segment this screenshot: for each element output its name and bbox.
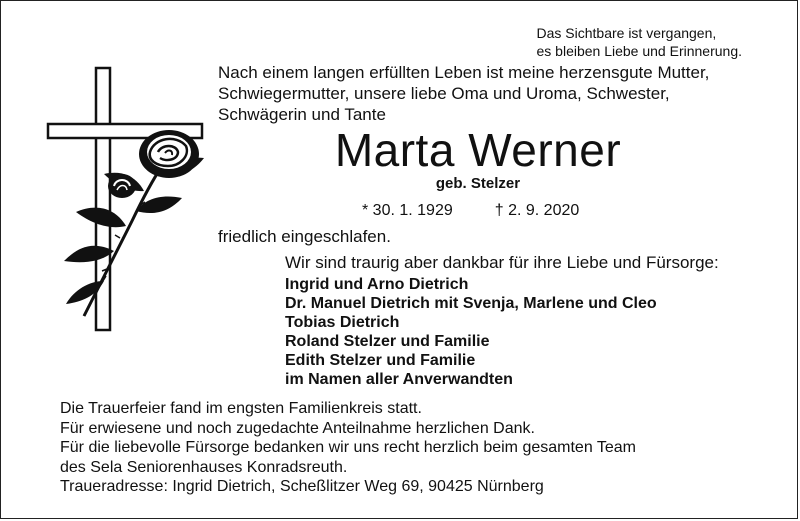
birth-date: * 30. 1. 1929 [362, 202, 453, 219]
footer-line: Traueradresse: Ingrid Dietrich, Scheßlitzer Weg 69, 90425 Nürnberg [60, 478, 544, 495]
intro-line: Schwiegermutter, unsere liebe Oma und Uroma, Schwester, [218, 84, 670, 103]
passed-text: friedlich eingeschlafen. [218, 227, 391, 246]
list-item: Ingrid und Arno Dietrich [285, 276, 469, 293]
list-item: Edith Stelzer und Familie [285, 352, 476, 369]
thanks-text: Wir sind traurig aber dankbar für ihre Liebe und Fürsorge: [285, 253, 719, 272]
footer-line: des Sela Seniorenhauses Konradsreuth. [60, 458, 348, 476]
list-item: Dr. Manuel Dietrich mit Svenja, Marlene und Cleo [285, 295, 657, 312]
list-item: Tobias Dietrich [285, 314, 400, 331]
intro-line: Nach einem langen erfüllten Leben ist meine herzensgute Mutter, [218, 63, 710, 82]
life-dates [362, 201, 579, 221]
mourners-list [285, 275, 657, 389]
footer-line: Die Trauerfeier fand im engsten Familienkreis statt. [60, 400, 422, 417]
intro-text [218, 62, 778, 125]
footer-line: Für die liebevolle Fürsorge bedanken wir uns recht herzlich beim gesamten Team [60, 439, 636, 456]
footer-text [60, 399, 636, 497]
intro-line: Schwägerin und Tante [218, 105, 386, 124]
death-date: † 2. 9. 2020 [494, 202, 580, 219]
list-item: im Namen aller Anverwandten [285, 371, 513, 388]
birth-name: geb. Stelzer [435, 175, 521, 192]
quote-line: es bleiben Liebe und Erinnerung. [536, 43, 742, 59]
list-item: Roland Stelzer und Familie [285, 333, 490, 350]
memorial-quote [537, 24, 743, 60]
footer-line: Für erwiesene und noch zugedachte Anteilnahme herzlichen Dank. [60, 419, 535, 437]
cross-with-rose-icon [44, 66, 219, 338]
deceased-name: Marta Werner [334, 124, 622, 176]
quote-line: Das Sichtbare ist vergangen, [536, 25, 717, 41]
